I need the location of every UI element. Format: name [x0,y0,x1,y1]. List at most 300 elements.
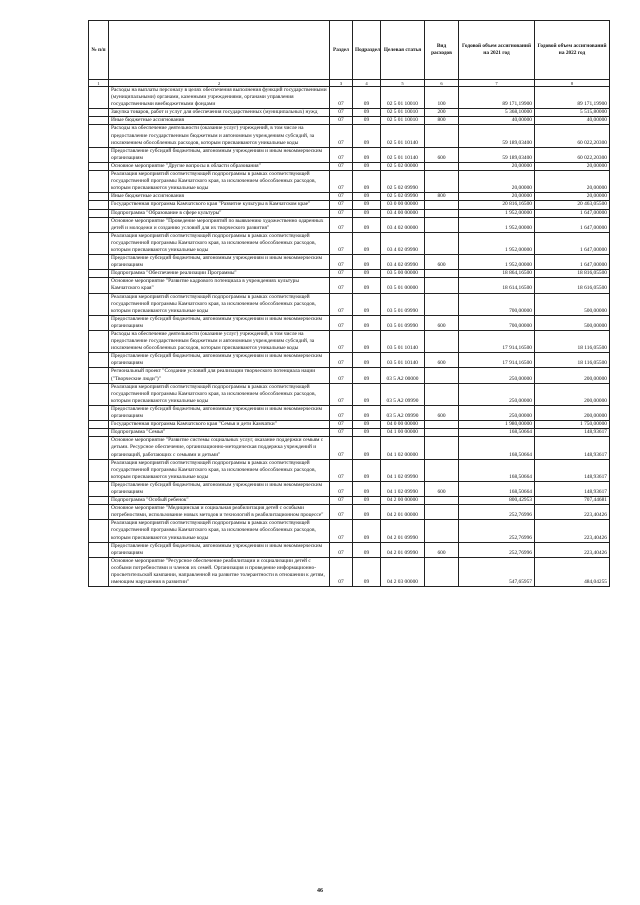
table-row [89,315,610,330]
cell-2021: 17 914,16500 [459,353,535,368]
cell-2022: 20,00000 [535,162,610,170]
cell-statya: 04 0 00 00000 [381,421,425,429]
cell-podrazdel: 09 [353,542,381,557]
index-cell: 4 [353,80,381,87]
cell-razdel: 07 [330,293,353,315]
cell-statya: 02 5 02 00000 [381,162,425,170]
cell-vid [425,171,459,193]
header-name [109,21,330,80]
header-2022: Годовой объем ассигнований на 2022 год [535,21,610,80]
budget-table [88,20,610,587]
cell-name: Основное мероприятие "Развитие системы социальных услуг, оказание поддержки семьям с детьми. Ресурсное обеспечение, организационно-методическая поддержка учреждений и организаций, работающих с семьями и детьми" [109,437,330,459]
header-statya: Целевая статья [381,21,425,80]
cell-number [89,117,109,125]
cell-podrazdel: 09 [353,255,381,270]
cell-vid: 600 [425,353,459,368]
cell-name: Основное мероприятие "Проведение мероприятий по выявлению художественно одаренных детей и молодежи и созданию условий для их творческого развития" [109,217,330,232]
cell-2022: 60 022,20300 [535,125,610,147]
index-row [89,80,610,87]
cell-name: Предоставление субсидий бюджетным, автономным учреждениям и иным некоммерческим организациям [109,147,330,162]
cell-statya: 02 5 01 10140 [381,147,425,162]
cell-2022: 223,40426 [535,505,610,520]
cell-2021: 168,50664 [459,429,535,437]
cell-vid [425,497,459,505]
cell-statya: 03 0 00 00000 [381,201,425,209]
table-row [89,353,610,368]
cell-2021: 168,50664 [459,437,535,459]
cell-number [89,255,109,270]
cell-2021: 1 952,00000 [459,209,535,217]
table-row [89,368,610,383]
cell-2021: 59 189,03400 [459,125,535,147]
cell-number [89,171,109,193]
cell-statya: 04 2 03 00000 [381,557,425,586]
cell-statya: 04 1 00 00000 [381,429,425,437]
cell-vid: 600 [425,405,459,420]
cell-podrazdel: 09 [353,368,381,383]
cell-vid [425,429,459,437]
index-cell: 3 [330,80,353,87]
cell-name: Расходы на обеспечение деятельности (оказание услуг) учреждений, в том числе на предоставление государственным бюджетным и автономным учреждениям субсидий, за исключением обособленных расходов, которым присваиваются уникальные коды [109,331,330,353]
cell-vid [425,459,459,481]
cell-razdel: 07 [330,87,353,109]
header-number: № п/п [89,21,109,80]
cell-vid: 600 [425,542,459,557]
cell-razdel: 07 [330,405,353,420]
cell-2022: 500,00000 [535,293,610,315]
cell-statya: 02 5 01 10140 [381,125,425,147]
cell-podrazdel: 09 [353,315,381,330]
cell-2022: 89 171,19900 [535,87,610,109]
cell-podrazdel: 09 [353,520,381,542]
cell-podrazdel: 09 [353,383,381,405]
cell-statya: 02 5 02 09990 [381,171,425,193]
cell-number [89,481,109,496]
table-row [89,557,610,586]
cell-name: Предоставление субсидий бюджетным, автономным учреждениям и иным некоммерческим организациям [109,255,330,270]
cell-2021: 700,00000 [459,315,535,330]
cell-razdel: 07 [330,481,353,496]
cell-podrazdel: 09 [353,505,381,520]
cell-number [89,421,109,429]
cell-razdel: 07 [330,497,353,505]
header-row [89,21,610,80]
cell-vid [425,421,459,429]
cell-number [89,87,109,109]
cell-2021: 1 952,00000 [459,232,535,254]
cell-number [89,201,109,209]
cell-2022: 20 463,05500 [535,201,610,209]
cell-2022: 200,00000 [535,368,610,383]
cell-vid [425,368,459,383]
cell-podrazdel: 09 [353,109,381,117]
cell-2022: 148,93617 [535,481,610,496]
table-row [89,162,610,170]
cell-number [89,405,109,420]
cell-statya: 03 4 02 09990 [381,232,425,254]
cell-vid: 200 [425,109,459,117]
table-row [89,542,610,557]
cell-name: Основное мероприятие "Другие вопросы в области образования" [109,162,330,170]
cell-vid: 800 [425,193,459,201]
cell-name: Государственная программа Камчатского края "Семья и дети Камчатки" [109,421,330,429]
cell-name: Реализация мероприятий соответствующей подпрограммы в рамках соответствующей государственной программы Камчатского края, за исключением обособленных расходов, которым присваиваются уникальные коды [109,520,330,542]
cell-vid [425,217,459,232]
cell-name: Предоставление субсидий бюджетным, автономным учреждениям и иным некоммерческим организациям [109,315,330,330]
index-cell: 6 [425,80,459,87]
table-row [89,278,610,293]
cell-podrazdel: 09 [353,278,381,293]
header-2021: Годовой объем ассигнований на 2021 год [459,21,535,80]
cell-name: Расходы на выплаты персоналу в целях обеспечения выполнения функций государственными (муниципальными) органами, казенными учреждениями, органами управления государственными внебюджетными фондами [109,87,330,109]
cell-2021: 18 614,16500 [459,278,535,293]
cell-number [89,270,109,278]
cell-statya: 03 5 01 09990 [381,293,425,315]
cell-vid [425,383,459,405]
table-row [89,481,610,496]
cell-2022: 200,00000 [535,405,610,420]
cell-vid [425,125,459,147]
table-row [89,201,610,209]
cell-podrazdel: 09 [353,497,381,505]
cell-statya: 04 2 01 00000 [381,505,425,520]
cell-name: Закупка товаров, работ и услуг для обеспечения государственных (муниципальных) нужд [109,109,330,117]
cell-2022: 18 116,05500 [535,331,610,353]
cell-name: Предоставление субсидий бюджетным, автономным учреждениям и иным некоммерческим организациям [109,353,330,368]
cell-statya: 03 5 01 10140 [381,331,425,353]
cell-razdel: 07 [330,232,353,254]
table-row [89,232,610,254]
cell-name: Подпрограмма "Особый ребенок" [109,497,330,505]
table-row [89,147,610,162]
cell-statya: 04 1 02 00000 [381,437,425,459]
cell-razdel: 07 [330,270,353,278]
cell-2022: 20,00000 [535,193,610,201]
cell-2022: 1 647,00000 [535,217,610,232]
budget-document [88,20,609,587]
cell-razdel: 07 [330,383,353,405]
cell-2021: 59 189,03400 [459,147,535,162]
cell-number [89,209,109,217]
cell-2022: 1 647,00000 [535,255,610,270]
cell-podrazdel: 09 [353,331,381,353]
cell-number [89,193,109,201]
cell-2021: 252,76996 [459,505,535,520]
cell-number [89,429,109,437]
cell-razdel: 07 [330,429,353,437]
cell-2022: 18 116,05500 [535,353,610,368]
cell-podrazdel: 09 [353,147,381,162]
cell-number [89,505,109,520]
cell-statya: 02 5 01 10010 [381,109,425,117]
cell-podrazdel: 09 [353,353,381,368]
cell-2021: 20 816,16500 [459,201,535,209]
cell-statya: 03 5 00 00000 [381,270,425,278]
cell-razdel: 07 [330,520,353,542]
page-number: 46 [317,888,323,894]
cell-name: Основное мероприятие "Ресурсное обеспечение реабилитации и социализации детей с особыми потребностями и членов их семей. Организация и проведение информационно-просветительской кампании, направленной на развитие толерантности в отношении к детям, имеющим нарушения в развитии" [109,557,330,586]
cell-vid: 800 [425,117,459,125]
cell-podrazdel: 09 [353,421,381,429]
cell-number [89,278,109,293]
index-cell: 2 [109,80,330,87]
table-row [89,125,610,147]
cell-2021: 20,00000 [459,162,535,170]
table-row [89,255,610,270]
cell-vid [425,278,459,293]
cell-vid [425,201,459,209]
cell-podrazdel: 09 [353,437,381,459]
cell-2022: 148,93617 [535,437,610,459]
index-cell: 5 [381,80,425,87]
cell-2022: 60 022,20300 [535,147,610,162]
cell-razdel: 07 [330,421,353,429]
table-row [89,405,610,420]
cell-statya: 03 4 02 09990 [381,255,425,270]
cell-razdel: 07 [330,201,353,209]
cell-name: Иные бюджетные ассигнования [109,193,330,201]
table-row [89,87,610,109]
cell-name: Предоставление субсидий бюджетным, автономным учреждениям и иным некоммерческим организациям [109,481,330,496]
cell-vid [425,162,459,170]
cell-vid [425,270,459,278]
cell-name: Основное мероприятие "Медицинская и социальная реабилитация детей с особыми потребностями, использование новых методов и технологий в реабилитационном процессе" [109,505,330,520]
cell-vid [425,209,459,217]
cell-podrazdel: 09 [353,217,381,232]
cell-2022: 223,40426 [535,520,610,542]
header-razdel: Раздел [330,21,353,80]
cell-2021: 800,42953 [459,497,535,505]
cell-podrazdel: 09 [353,429,381,437]
cell-2021: 20,00000 [459,171,535,193]
cell-2021: 252,76996 [459,520,535,542]
cell-number [89,353,109,368]
cell-number [89,383,109,405]
cell-razdel: 07 [330,315,353,330]
cell-razdel: 07 [330,125,353,147]
cell-podrazdel: 09 [353,201,381,209]
cell-number [89,437,109,459]
cell-statya: 02 5 01 10010 [381,87,425,109]
cell-statya: 04 2 00 00000 [381,497,425,505]
table-row [89,429,610,437]
cell-razdel: 07 [330,278,353,293]
cell-number [89,497,109,505]
cell-podrazdel: 09 [353,405,381,420]
cell-name: Подпрограмма "Обеспечение реализации Программы" [109,270,330,278]
cell-razdel: 07 [330,505,353,520]
table-row [89,383,610,405]
cell-podrazdel: 09 [353,459,381,481]
cell-2022: 500,00000 [535,315,610,330]
cell-statya: 04 2 01 09990 [381,520,425,542]
cell-podrazdel: 09 [353,193,381,201]
table-row [89,520,610,542]
cell-2021: 1 952,00000 [459,255,535,270]
table-row [89,505,610,520]
cell-podrazdel: 09 [353,117,381,125]
cell-razdel: 07 [330,147,353,162]
cell-name: Подпрограмма "Семья" [109,429,330,437]
cell-statya: 04 1 02 09990 [381,481,425,496]
cell-2022: 200,00000 [535,383,610,405]
cell-number [89,542,109,557]
cell-2022: 1 647,00000 [535,209,610,217]
table-row [89,270,610,278]
cell-name: Подпрограмма "Образование в сфере культуры" [109,209,330,217]
cell-vid [425,520,459,542]
cell-razdel: 07 [330,255,353,270]
cell-2022: 484,04255 [535,557,610,586]
cell-2022: 18 616,05500 [535,278,610,293]
cell-statya: 02 5 01 10010 [381,117,425,125]
cell-2021: 1 952,00000 [459,217,535,232]
cell-razdel: 07 [330,171,353,193]
cell-podrazdel: 09 [353,270,381,278]
cell-vid: 100 [425,87,459,109]
cell-2022: 148,93617 [535,459,610,481]
header-podrazdel: Подраздел [353,21,381,80]
cell-podrazdel: 09 [353,171,381,193]
cell-name: Государственная программа Камчатского края "Развитие культуры в Камчатском крае" [109,201,330,209]
cell-vid [425,232,459,254]
cell-name: Реализация мероприятий соответствующей подпрограммы в рамках соответствующей государственной программы Камчатского края, за исключением обособленных расходов, которым присваиваются уникальные коды [109,383,330,405]
cell-razdel: 07 [330,368,353,383]
cell-statya: 03 5 A2 09990 [381,405,425,420]
cell-razdel: 07 [330,557,353,586]
cell-2021: 18 864,16500 [459,270,535,278]
cell-2022: 1 750,00000 [535,421,610,429]
table-row [89,293,610,315]
cell-vid [425,437,459,459]
cell-podrazdel: 09 [353,87,381,109]
cell-2022: 20,00000 [535,171,610,193]
cell-number [89,315,109,330]
cell-2021: 5 368,10000 [459,109,535,117]
table-row [89,497,610,505]
cell-vid: 600 [425,481,459,496]
cell-2021: 547,65957 [459,557,535,586]
cell-razdel: 07 [330,459,353,481]
cell-2022: 1 647,00000 [535,232,610,254]
cell-podrazdel: 09 [353,209,381,217]
index-cell: 1 [89,80,109,87]
cell-name: Иные бюджетные ассигнования [109,117,330,125]
table-row [89,171,610,193]
cell-vid: 600 [425,315,459,330]
cell-podrazdel: 09 [353,162,381,170]
cell-vid: 600 [425,255,459,270]
cell-name: Реализация мероприятий соответствующей подпрограммы в рамках соответствующей государственной программы Камчатского края, за исключением обособленных расходов, которым присваиваются уникальные коды [109,459,330,481]
cell-name: Реализация мероприятий соответствующей подпрограммы в рамках соответствующей государственной программы Камчатского края, за исключением обособленных расходов, которым присваиваются уникальные коды [109,171,330,193]
cell-razdel: 07 [330,117,353,125]
cell-2022: 223,40426 [535,542,610,557]
cell-vid: 600 [425,147,459,162]
cell-2021: 700,00000 [459,293,535,315]
cell-vid [425,331,459,353]
cell-podrazdel: 09 [353,481,381,496]
cell-razdel: 07 [330,437,353,459]
cell-2022: 707,44681 [535,497,610,505]
cell-razdel: 07 [330,353,353,368]
cell-statya: 03 5 01 09990 [381,315,425,330]
table-row [89,217,610,232]
cell-name: Реализация мероприятий соответствующей подпрограммы в рамках соответствующей государственной программы Камчатского края, за исключением обособленных расходов, которым присваиваются уникальные коды [109,293,330,315]
cell-number [89,331,109,353]
cell-podrazdel: 09 [353,557,381,586]
cell-2021: 252,76996 [459,542,535,557]
table-row [89,331,610,353]
cell-name: Предоставление субсидий бюджетным, автономным учреждениям и иным некоммерческим организациям [109,405,330,420]
cell-name: Региональный проект "Создание условий для реализации творческого потенциала нации ("Творческие люди")" [109,368,330,383]
cell-name: Предоставление субсидий бюджетным, автономным учреждениям и иным некоммерческим организациям [109,542,330,557]
cell-2021: 40,00000 [459,117,535,125]
cell-2022: 40,00000 [535,117,610,125]
cell-2021: 17 914,16500 [459,331,535,353]
cell-statya: 03 5 01 00000 [381,278,425,293]
cell-statya: 02 5 02 09990 [381,193,425,201]
cell-statya: 03 5 A2 09990 [381,383,425,405]
header-vid: Вид расходов [425,21,459,80]
cell-2021: 250,00000 [459,383,535,405]
index-cell: 7 [459,80,535,87]
table-row [89,193,610,201]
cell-2022: 18 816,05500 [535,270,610,278]
cell-2021: 89 171,19900 [459,87,535,109]
cell-statya: 04 1 02 09990 [381,459,425,481]
cell-statya: 03 5 01 10140 [381,353,425,368]
table-row [89,117,610,125]
cell-2021: 168,50664 [459,481,535,496]
cell-number [89,147,109,162]
index-cell: 8 [535,80,610,87]
cell-2022: 5 515,80000 [535,109,610,117]
cell-podrazdel: 09 [353,232,381,254]
cell-2021: 168,50664 [459,459,535,481]
cell-razdel: 07 [330,331,353,353]
cell-razdel: 07 [330,217,353,232]
cell-2021: 1 980,00000 [459,421,535,429]
cell-number [89,217,109,232]
cell-number [89,520,109,542]
cell-name: Основное мероприятие "Развитие кадрового потенциала в учреждениях культуры Камчатского края" [109,278,330,293]
cell-razdel: 07 [330,209,353,217]
cell-number [89,557,109,586]
table-row [89,437,610,459]
cell-podrazdel: 09 [353,125,381,147]
cell-number [89,125,109,147]
cell-razdel: 07 [330,542,353,557]
table-row [89,209,610,217]
cell-number [89,109,109,117]
cell-number [89,459,109,481]
cell-name: Расходы на обеспечение деятельности (оказание услуг) учреждений, в том числе на предоставление государственным бюджетным и автономным учреждениям субсидий, за исключением обособленных расходов, которым присваиваются уникальные коды [109,125,330,147]
table-row [89,459,610,481]
cell-vid [425,505,459,520]
cell-2021: 250,00000 [459,405,535,420]
cell-statya: 03 5 A2 00000 [381,368,425,383]
cell-vid [425,557,459,586]
cell-number [89,293,109,315]
table-row [89,421,610,429]
cell-statya: 03 4 02 00000 [381,217,425,232]
cell-2022: 148,93617 [535,429,610,437]
cell-statya: 03 4 00 00000 [381,209,425,217]
cell-2021: 250,00000 [459,368,535,383]
table-row [89,109,610,117]
cell-razdel: 07 [330,109,353,117]
cell-podrazdel: 09 [353,293,381,315]
